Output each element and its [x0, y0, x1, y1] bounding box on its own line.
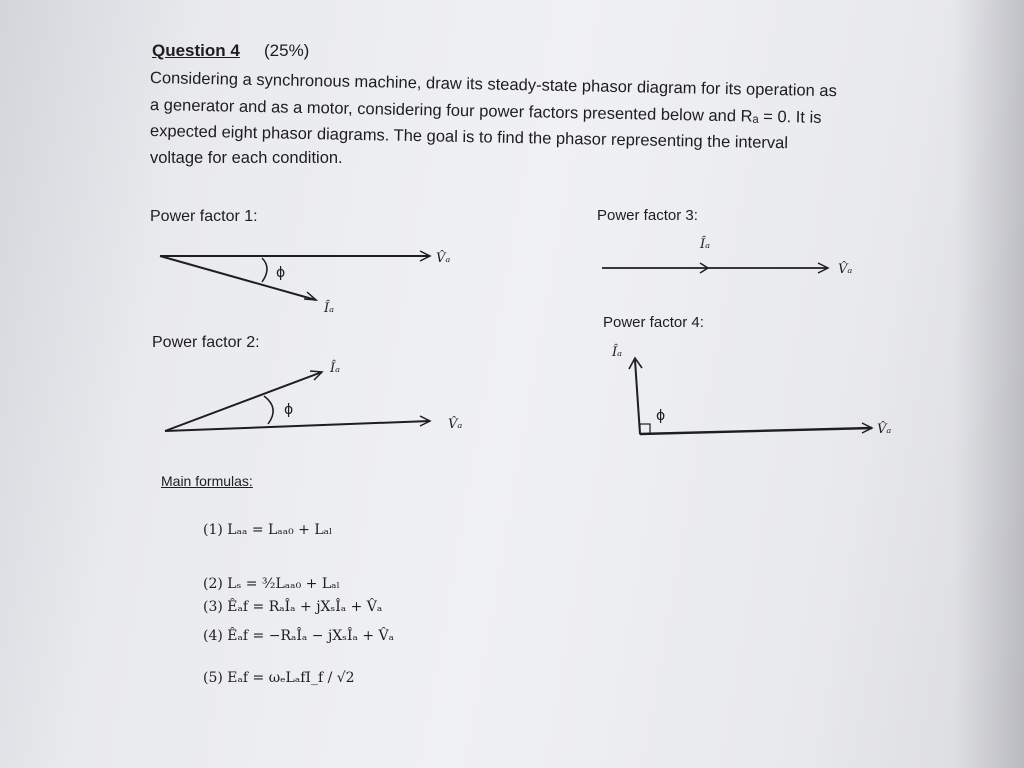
- formulas-title: Main formulas:: [161, 473, 253, 489]
- question-weight: (25%): [264, 41, 310, 60]
- pf4-current-label: Îₐ: [612, 345, 623, 360]
- pf4-phi-label: ϕ: [656, 408, 666, 424]
- pf2-current-label: Îₐ: [330, 361, 341, 376]
- power-factor-3-label: Power factor 3:: [597, 207, 698, 224]
- pf2-voltage-label: V̂ₐ: [448, 417, 463, 432]
- power-factor-4-label: Power factor 4:: [603, 314, 704, 331]
- formula-1: (1) Lₐₐ = Lₐₐ₀ + Lₐₗ: [203, 522, 333, 538]
- formula-2: (2) Lₛ = ³⁄₂Lₐₐ₀ + Lₐₗ: [203, 576, 340, 592]
- question-line-1: Considering a synchronous machine, draw its steady-state phasor diagram for its operation as: [149, 69, 837, 101]
- power-factor-2-label: Power factor 2:: [152, 334, 260, 351]
- pf1-current-label: Îₐ: [324, 301, 335, 316]
- phasor-diagram-3: [602, 236, 852, 277]
- question-line-2: a generator and as a motor, considering four power factors presented below and Rₐ = 0. It is: [149, 96, 822, 127]
- formula-4: (4) Êₐf = −RₐÎₐ − jXₛÎₐ + V̂ₐ: [203, 628, 395, 644]
- pf4-voltage-label: V̂ₐ: [877, 422, 892, 437]
- pf2-phi-label: ϕ: [284, 402, 294, 418]
- question-line-3: expected eight phasor diagrams. The goal is to find the phasor representing the interval: [149, 122, 789, 153]
- formula-5: (5) Eₐf = ωₑLₐfI_f / √2: [203, 670, 355, 686]
- pf1-voltage-label: V̂ₐ: [436, 251, 451, 266]
- formula-3: (3) Êₐf = RₐÎₐ + jXₛÎₐ + V̂ₐ: [203, 599, 383, 615]
- pf3-current-label: Îₐ: [700, 237, 711, 252]
- question-title: Question 4: [152, 41, 240, 60]
- phasor-diagram-1: [160, 250, 450, 316]
- pf1-phi-label: ϕ: [276, 265, 286, 281]
- phasor-diagram-2: [165, 360, 462, 432]
- question-line-4: voltage for each condition.: [150, 149, 343, 167]
- phasor-diagram-4: [611, 344, 891, 437]
- power-factor-1-label: Power factor 1:: [150, 208, 258, 225]
- pf3-voltage-label: V̂ₐ: [838, 262, 853, 277]
